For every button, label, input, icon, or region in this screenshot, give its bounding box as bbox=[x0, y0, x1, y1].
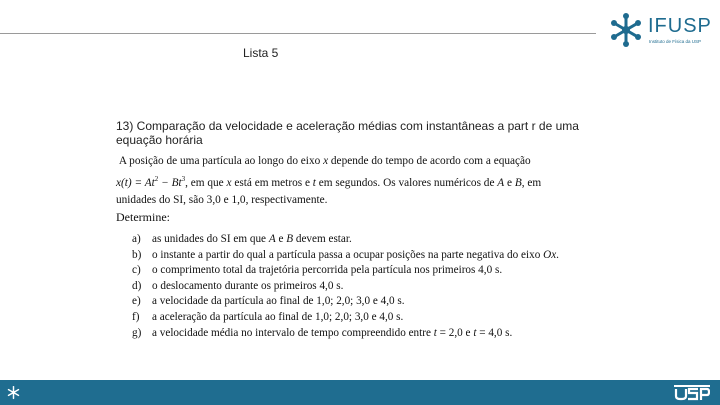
question-list bbox=[132, 232, 559, 341]
slide-title: Lista 5 bbox=[243, 46, 279, 60]
question-item-g: g) a velocidade média no intervalo de tempo compreendido entre t = 2,0 e t = 4,0 s. bbox=[132, 326, 513, 339]
problem-heading: 13) Comparação da velocidade e aceleração médias com instantâneas a part r de uma equação horária bbox=[116, 119, 579, 147]
determine-label: Determine: bbox=[116, 210, 170, 224]
logo-subtitle: Instituto de Física da USP bbox=[649, 39, 702, 44]
usp-logo-icon bbox=[674, 384, 710, 401]
question-item-d: d) o deslocamento durante os primeiros 4,0 s. bbox=[132, 279, 344, 292]
question-item-f: f) a aceleração da partícula ao final de 1,0; 2,0; 3,0 e 4,0 s. bbox=[132, 310, 404, 323]
logo-name: IFUSP bbox=[648, 15, 712, 37]
statement-line-3: unidades do SI, são 3,0 e 1,0, respectivamente. bbox=[116, 193, 328, 206]
problem-statement bbox=[116, 153, 616, 209]
statement-line-2: $x(t) = At^2 - Bt^3$, em que x está em metros e t em segundos. Os valores numéricos de A e B, em bbox=[116, 174, 542, 189]
header-divider bbox=[0, 33, 596, 34]
statement-line-1: A posição de uma partícula ao longo do eixo x depende do tempo de acordo com a equação bbox=[118, 155, 531, 167]
question-item-c: c) o comprimento total da trajetória percorrida pela partícula nos primeiros 4,0 s. bbox=[132, 264, 503, 277]
question-item-b: b) o instante a partir do qual a partícula passa a ocupar posições na parte negativa do eixo Ox. bbox=[132, 248, 559, 261]
question-item-a: a) as unidades do SI em que A e B devem estar. bbox=[132, 233, 352, 245]
ifusp-logo bbox=[608, 12, 712, 48]
ifusp-snowflake-icon bbox=[6, 385, 21, 400]
ifusp-snowflake-icon bbox=[608, 12, 644, 48]
footer-bar bbox=[0, 380, 720, 405]
question-item-e: e) a velocidade da partícula ao final de 1,0; 2,0; 3,0 e 4,0 s. bbox=[132, 295, 405, 308]
